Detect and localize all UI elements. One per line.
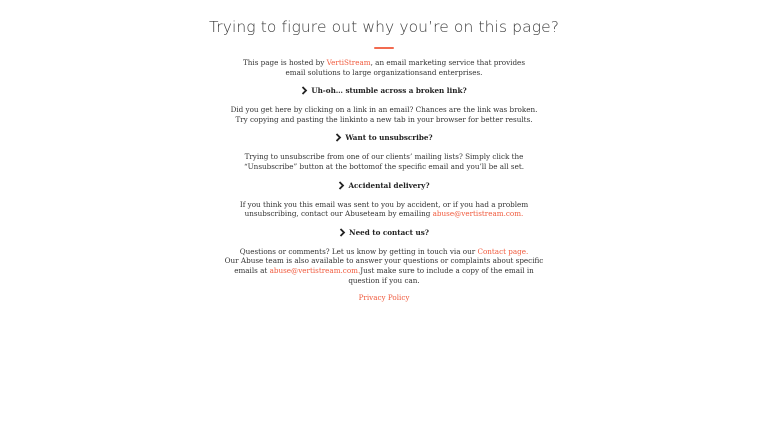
accidental-delivery-heading-text: Accidental delivery?: [348, 180, 430, 190]
accidental-delivery-paragraph: [224, 200, 544, 219]
contact-text-1: Questions or comments? Let us know by getting in touch via our: [239, 246, 478, 256]
title-divider: [374, 47, 394, 49]
intro-paragraph: [234, 58, 534, 77]
unsubscribe-heading: [335, 133, 432, 142]
chevron-right-icon: [339, 228, 346, 237]
contact-page-link[interactable]: Contact page.: [477, 246, 529, 256]
abuse-email-link[interactable]: abuse@vertistream.com.: [432, 209, 524, 219]
contact-heading-text: Need to contact us?: [349, 227, 429, 237]
chevron-right-icon: [338, 181, 345, 190]
chevron-right-icon: [301, 86, 308, 95]
chevron-right-icon: [335, 133, 342, 142]
accidental-delivery-heading: [338, 181, 429, 190]
unsubscribe-paragraph: Trying to unsubscribe from one of our clients’ mailing lists? Simply click the “Unsubscribe” button at the bottomof the specific email and you’ll be all set.: [243, 152, 525, 171]
contact-text-2: Our Abuse team is also available to answer your questions or complaints about specific emails at: [224, 256, 544, 275]
vertistream-link[interactable]: VertiStream: [326, 58, 371, 67]
contact-heading: [339, 228, 429, 237]
broken-link-heading-text: Uh-oh… stumble across a broken link?: [311, 86, 467, 96]
intro-text-before: This page is hosted by: [242, 58, 327, 67]
contact-text-3: Just make sure to include a copy of the email in question if you can.: [348, 265, 534, 285]
privacy-policy-link[interactable]: Privacy Policy: [358, 293, 410, 303]
intro-text-after: , an email marketing service that provides email solutions to large organizationsand enterprises.: [285, 58, 526, 77]
unsubscribe-heading-text: Want to unsubscribe?: [345, 133, 433, 143]
broken-link-paragraph: Did you get here by clicking on a link in an email? Chances are the link was broken. Try copying and pasting the linkinto a new tab in your browser for better results.: [230, 105, 538, 124]
contact-paragraph: [224, 247, 544, 285]
page-title: Trying to figure out why you’re on this page?: [208, 18, 560, 36]
abuse-email-link[interactable]: abuse@vertistream.com.: [269, 265, 361, 275]
accidental-delivery-text: If you think you this email was sent to you by accident, or if you had a problem unsubscribing, contact our Abuseteam by emailing: [239, 199, 529, 219]
broken-link-heading: [301, 86, 466, 95]
